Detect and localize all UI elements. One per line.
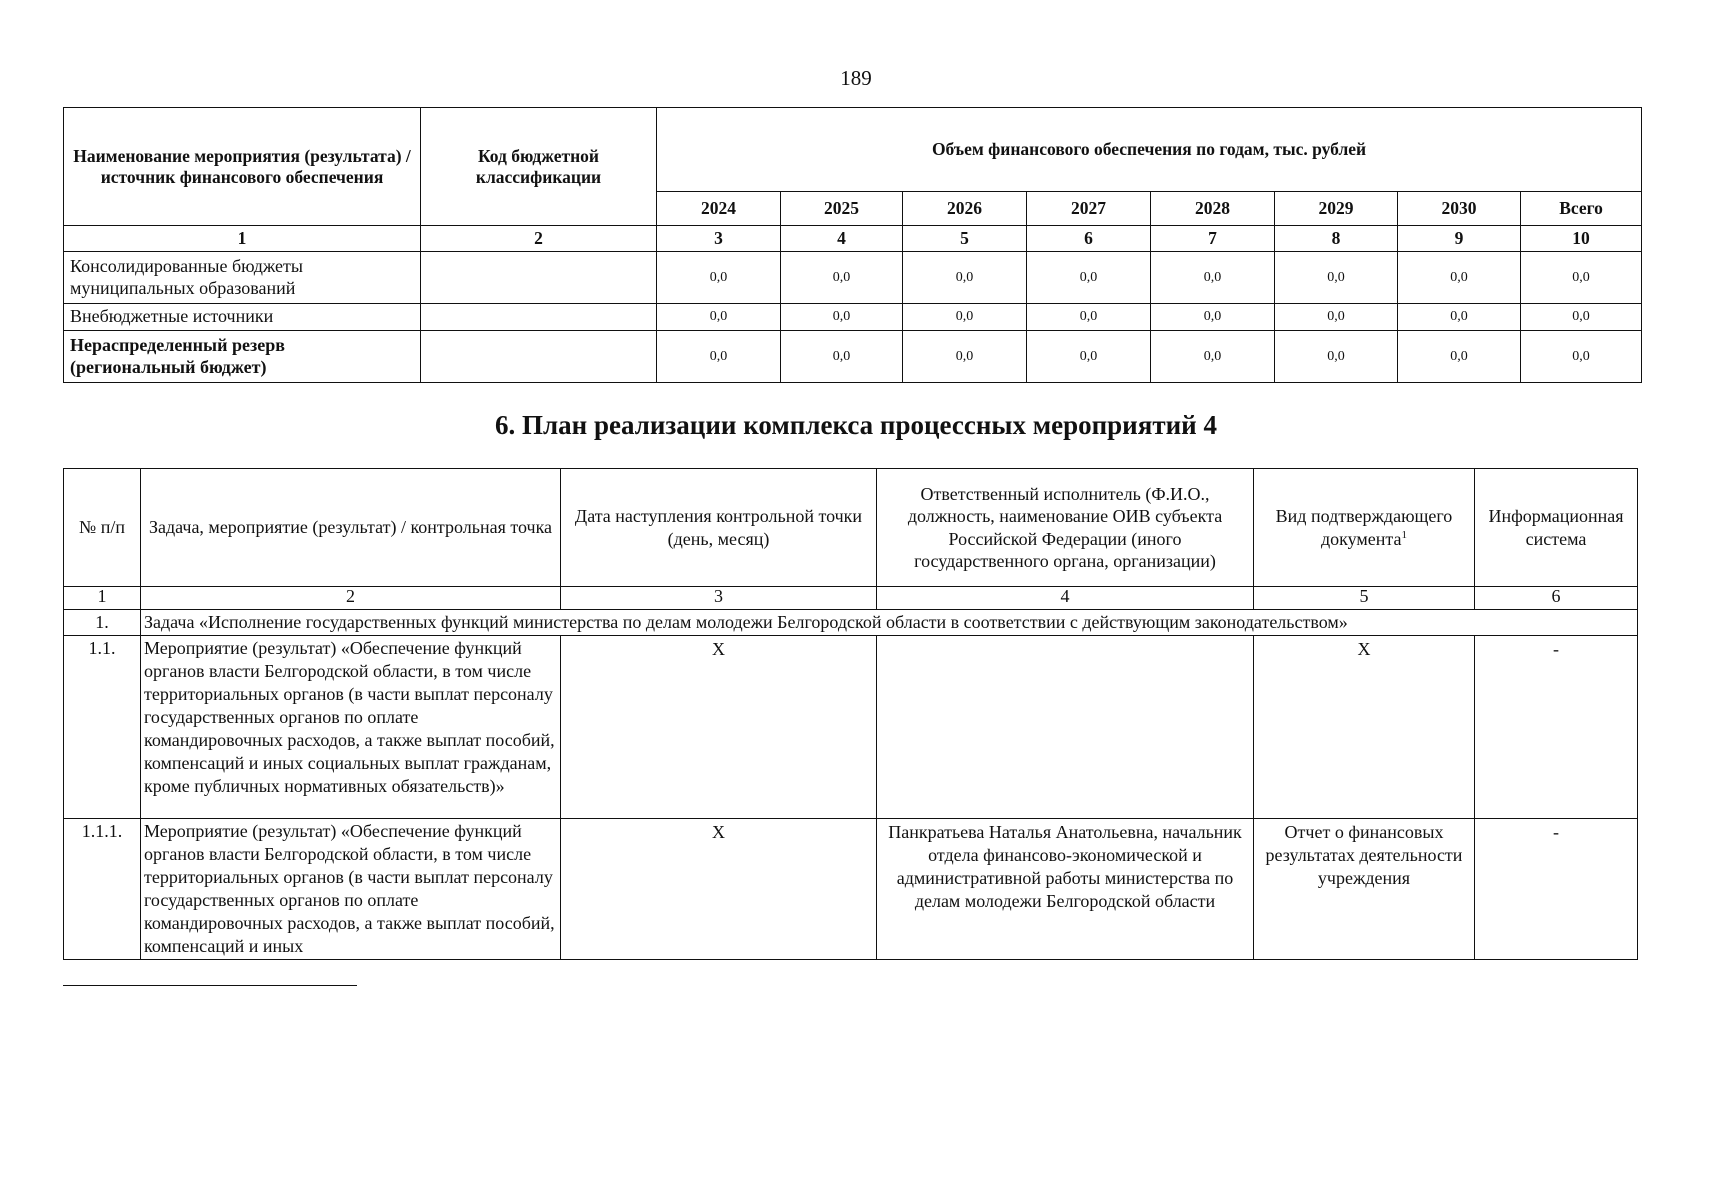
row-value: 0,0 — [1027, 304, 1151, 331]
row-system: - — [1475, 636, 1638, 819]
table-row — [64, 331, 1642, 383]
header-name: Наименование мероприятия (результата) /источник финансового обеспечения — [64, 108, 421, 226]
header-year: 2027 — [1027, 192, 1151, 226]
column-number: 3 — [657, 226, 781, 252]
row-responsible: Панкратьева Наталья Анатольевна, начальник отдела финансово-экономической и административной работы министерства по делам молодежи Белгородской области — [877, 819, 1254, 960]
row-value: 0,0 — [1398, 331, 1521, 383]
column-number: 10 — [1521, 226, 1642, 252]
row-code — [421, 304, 657, 331]
column-number: 6 — [1475, 587, 1638, 610]
section-title: 6. План реализации комплекса процессных мероприятий 4 — [495, 410, 1217, 440]
column-number: 5 — [1254, 587, 1475, 610]
row-value: 0,0 — [1151, 331, 1275, 383]
row-value: 0,0 — [781, 252, 903, 304]
header-year: 2029 — [1275, 192, 1398, 226]
row-code — [421, 331, 657, 383]
header-number: № п/п — [64, 469, 141, 587]
row-source: Нераспределенный резерв (региональный бюджет) — [64, 331, 421, 383]
row-source: Консолидированные бюджеты муниципальных образований — [64, 252, 421, 304]
table-row — [64, 636, 1638, 819]
row-document: Х — [1254, 636, 1475, 819]
row-value: 0,0 — [1275, 304, 1398, 331]
plan-table — [63, 468, 1638, 960]
row-value: 0,0 — [1275, 252, 1398, 304]
row-value: 0,0 — [1027, 252, 1151, 304]
row-value: 0,0 — [1521, 331, 1642, 383]
column-numbers-row — [64, 587, 1638, 610]
row-id: 1.1.1. — [64, 819, 141, 960]
row-text: Мероприятие (результат) «Обеспечение функций органов власти Белгородской области, в том числе территориальных органов (в части выплат персоналу государственных органов по оплате командировочных расходов, а также выплат пособий, компенсаций и иных социальных выплат гражданам, кроме публичных нормативных обязательств)» — [141, 636, 561, 819]
column-number: 5 — [903, 226, 1027, 252]
footnote-marker: 1 — [1401, 528, 1407, 541]
row-value: 0,0 — [1027, 331, 1151, 383]
table-row — [64, 304, 1642, 331]
header-responsible: Ответственный исполнитель (Ф.И.О., должность, наименование ОИВ субъекта Российской Федерации (иного государственного органа, организации) — [877, 469, 1254, 587]
row-id: 1.1. — [64, 636, 141, 819]
row-value: 0,0 — [1151, 304, 1275, 331]
row-value: 0,0 — [1521, 252, 1642, 304]
header-code: Код бюджетной классификации — [421, 108, 657, 226]
row-value: 0,0 — [781, 304, 903, 331]
column-number: 1 — [64, 226, 421, 252]
row-source: Внебюджетные источники — [64, 304, 421, 331]
table-row — [64, 252, 1642, 304]
task-row — [64, 610, 1638, 636]
row-value: 0,0 — [1398, 304, 1521, 331]
row-value: 0,0 — [1151, 252, 1275, 304]
row-value: 0,0 — [903, 252, 1027, 304]
row-document: Отчет о финансовых результатах деятельности учреждения — [1254, 819, 1475, 960]
footnote-divider — [63, 985, 357, 986]
column-numbers-row — [64, 226, 1642, 252]
header-date: Дата наступления контрольной точки (день, месяц) — [561, 469, 877, 587]
row-value: 0,0 — [1275, 331, 1398, 383]
task-text: Задача «Исполнение государственных функций министерства по делам молодежи Белгородской области в соответствии с действующим законодательством» — [144, 612, 1348, 632]
row-value: 0,0 — [657, 331, 781, 383]
column-number: 7 — [1151, 226, 1275, 252]
row-value: 0,0 — [657, 304, 781, 331]
column-number: 8 — [1275, 226, 1398, 252]
column-number: 6 — [1027, 226, 1151, 252]
column-number: 4 — [877, 587, 1254, 610]
row-responsible — [877, 636, 1254, 819]
header-document-label: Вид подтверждающего документа — [1275, 506, 1453, 549]
header-system: Информационная система — [1475, 469, 1638, 587]
row-value: 0,0 — [903, 304, 1027, 331]
header-task: Задача, мероприятие (результат) / контрольная точка — [141, 469, 561, 587]
column-number: 4 — [781, 226, 903, 252]
header-year: 2025 — [781, 192, 903, 226]
header-document — [1254, 469, 1475, 587]
row-text: Мероприятие (результат) «Обеспечение функций органов власти Белгородской области, в том числе территориальных органов (в части выплат персоналу государственных органов по оплате командировочных расходов, а также выплат пособий, компенсаций и иных — [141, 819, 561, 960]
column-number: 2 — [421, 226, 657, 252]
row-code — [421, 252, 657, 304]
row-value: 0,0 — [781, 331, 903, 383]
column-number: 2 — [141, 587, 561, 610]
task-text-cell — [141, 610, 1638, 636]
task-id: 1. — [64, 610, 141, 636]
row-value: 0,0 — [657, 252, 781, 304]
header-year: 2028 — [1151, 192, 1275, 226]
row-date: Х — [561, 819, 877, 960]
header-year: 2030 — [1398, 192, 1521, 226]
finance-table — [63, 107, 1642, 383]
column-number: 3 — [561, 587, 877, 610]
header-year: 2026 — [903, 192, 1027, 226]
row-value: 0,0 — [903, 331, 1027, 383]
row-system: - — [1475, 819, 1638, 960]
header-volume: Объем финансового обеспечения по годам, тыс. рублей — [657, 108, 1642, 192]
header-year: 2024 — [657, 192, 781, 226]
row-date: Х — [561, 636, 877, 819]
page-number: 189 — [840, 66, 872, 90]
column-number: 9 — [1398, 226, 1521, 252]
row-value: 0,0 — [1398, 252, 1521, 304]
column-number: 1 — [64, 587, 141, 610]
table-row — [64, 819, 1638, 960]
row-value: 0,0 — [1521, 304, 1642, 331]
header-total: Всего — [1521, 192, 1642, 226]
